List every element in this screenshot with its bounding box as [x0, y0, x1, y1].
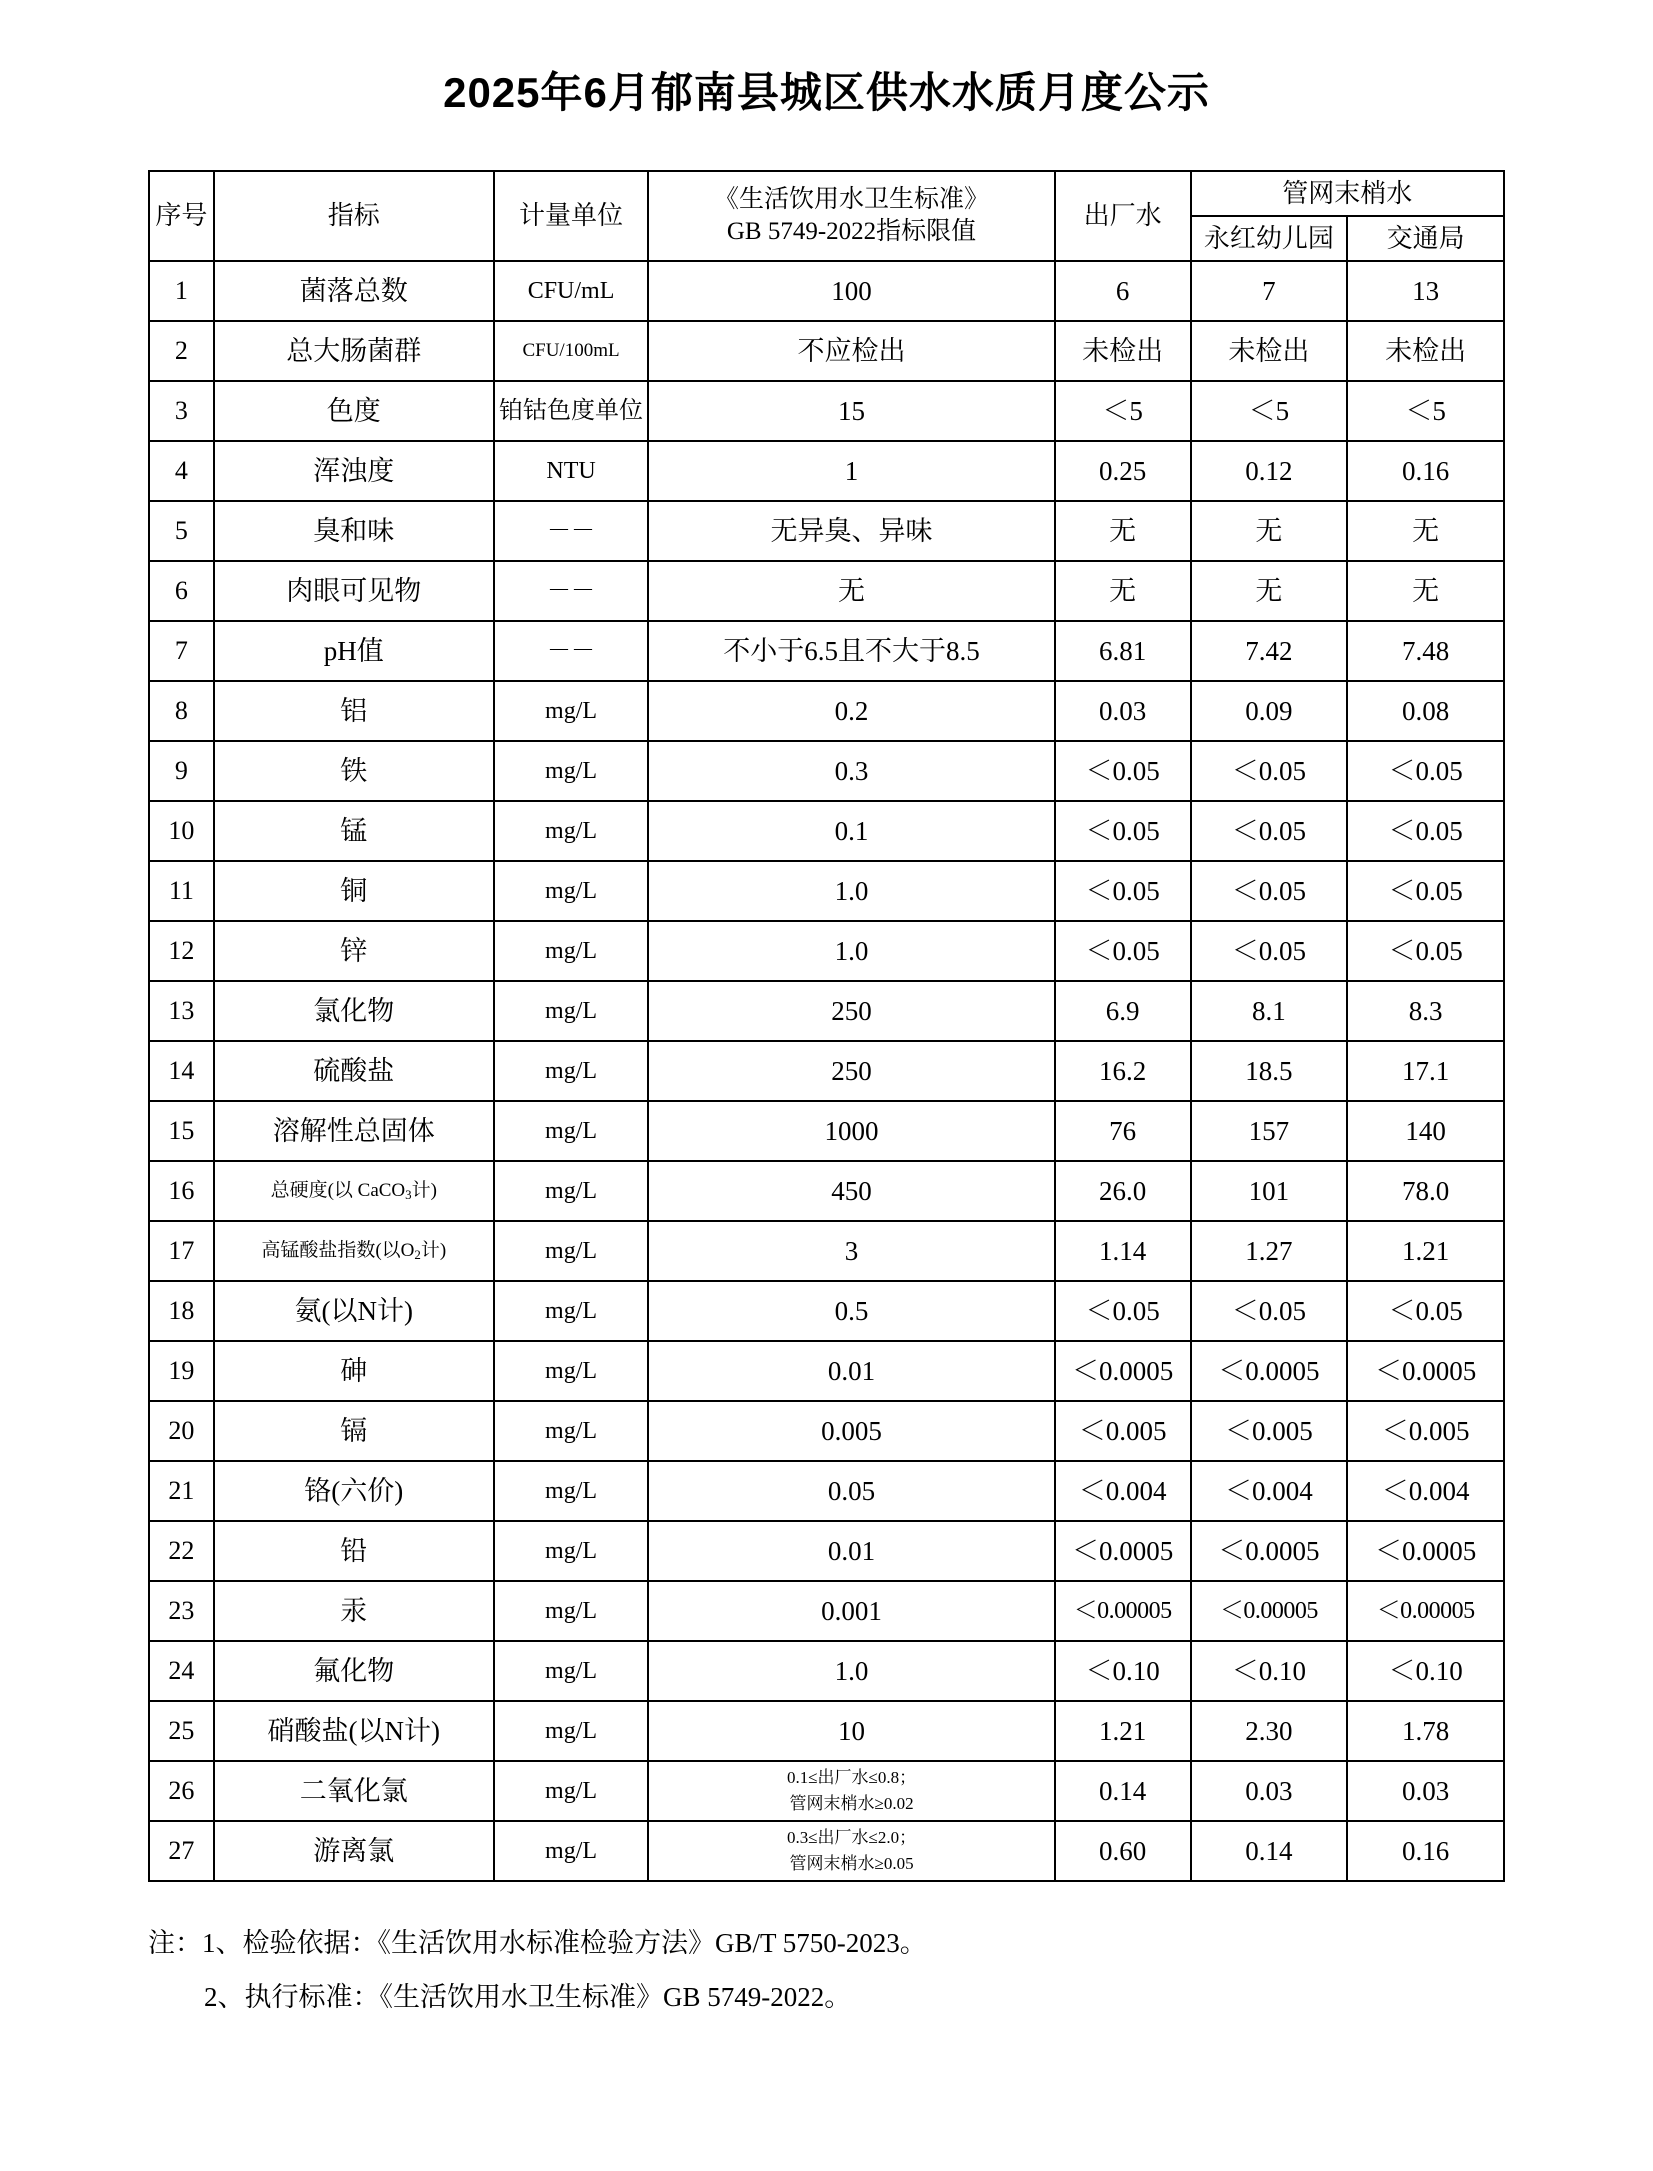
note-line-2: 2、执行标准：《生活饮用水卫生标准》GB 5749-2022。 — [204, 1982, 852, 2013]
cell-standard-limit: 1.0 — [648, 1641, 1054, 1701]
cell-network-sub1-value: 0.14 — [1191, 1821, 1348, 1881]
cell-indicator-name: 汞 — [214, 1581, 494, 1641]
cell-network-sub1-value: 157 — [1191, 1101, 1348, 1161]
cell-network-sub1-value: 未检出 — [1191, 321, 1348, 381]
cell-indicator-name: 砷 — [214, 1341, 494, 1401]
cell-network-sub2-value: ＜0.05 — [1347, 1281, 1504, 1341]
cell-network-sub1-value: 8.1 — [1191, 981, 1348, 1041]
cell-plant-water-value: ＜0.0005 — [1055, 1341, 1191, 1401]
column-header-item: 指标 — [214, 171, 494, 261]
cell-indicator-name: 铁 — [214, 741, 494, 801]
cell-network-sub2-value: 0.03 — [1347, 1761, 1504, 1821]
cell-network-sub2-value: ＜0.05 — [1347, 741, 1504, 801]
cell-unit: －－ — [494, 501, 649, 561]
cell-plant-water-value: 未检出 — [1055, 321, 1191, 381]
cell-indicator-name: 总大肠菌群 — [214, 321, 494, 381]
cell-index: 27 — [149, 1821, 214, 1881]
cell-network-sub1-value: 2.30 — [1191, 1701, 1348, 1761]
cell-indicator-name: 总硬度(以 CaCO$_3$计) — [214, 1161, 494, 1221]
cell-standard-limit: 不小于6.5且不大于8.5 — [648, 621, 1054, 681]
cell-network-sub2-value: ＜0.05 — [1347, 861, 1504, 921]
cell-network-sub1-value: 无 — [1191, 501, 1348, 561]
table-row — [149, 621, 1504, 681]
cell-network-sub2-value: ＜0.004 — [1347, 1461, 1504, 1521]
cell-unit: mg/L — [494, 861, 649, 921]
cell-standard-limit: 450 — [648, 1161, 1054, 1221]
cell-plant-water-value: 16.2 — [1055, 1041, 1191, 1101]
cell-network-sub2-value: ＜0.0005 — [1347, 1521, 1504, 1581]
cell-network-sub2-value: 0.16 — [1347, 1821, 1504, 1881]
cell-network-sub1-value: 7 — [1191, 261, 1348, 321]
cell-unit: CFU/100mL — [494, 321, 649, 381]
cell-standard-limit: 不应检出 — [648, 321, 1054, 381]
cell-network-sub1-value: ＜0.0005 — [1191, 1341, 1348, 1401]
column-header-network-water: 管网末梢水 — [1191, 171, 1504, 216]
table-row — [149, 861, 1504, 921]
table-row — [149, 1281, 1504, 1341]
cell-unit: mg/L — [494, 1341, 649, 1401]
cell-plant-water-value: 6.81 — [1055, 621, 1191, 681]
cell-standard-limit: 无 — [648, 561, 1054, 621]
table-row — [149, 1341, 1504, 1401]
water-quality-table — [148, 170, 1505, 1882]
cell-unit: mg/L — [494, 1701, 649, 1761]
cell-plant-water-value: ＜0.05 — [1055, 921, 1191, 981]
table-row — [149, 501, 1504, 561]
cell-network-sub2-value: 1.78 — [1347, 1701, 1504, 1761]
cell-network-sub1-value: 1.27 — [1191, 1221, 1348, 1281]
cell-plant-water-value: ＜0.00005 — [1055, 1581, 1191, 1641]
cell-network-sub1-value: ＜5 — [1191, 381, 1348, 441]
cell-network-sub2-value: ＜0.05 — [1347, 921, 1504, 981]
cell-standard-limit: 1.0 — [648, 921, 1054, 981]
cell-network-sub1-value: ＜0.05 — [1191, 861, 1348, 921]
cell-standard-limit: 0.005 — [648, 1401, 1054, 1461]
cell-unit: mg/L — [494, 1461, 649, 1521]
column-header-limit-line2: GB 5749-2022指标限值 — [726, 218, 977, 246]
cell-unit: mg/L — [494, 741, 649, 801]
cell-indicator-name: 溶解性总固体 — [214, 1101, 494, 1161]
table-row — [149, 1161, 1504, 1221]
cell-network-sub1-value: ＜0.05 — [1191, 801, 1348, 861]
water-quality-table-container — [0, 170, 1653, 1882]
cell-network-sub1-value: ＜0.0005 — [1191, 1521, 1348, 1581]
page-title: 2025年6月郁南县城区供水水质月度公示 — [443, 69, 1210, 116]
cell-indicator-name: pH值 — [214, 621, 494, 681]
cell-unit: mg/L — [494, 1161, 649, 1221]
cell-network-sub1-value: 0.03 — [1191, 1761, 1348, 1821]
cell-plant-water-value: ＜0.10 — [1055, 1641, 1191, 1701]
cell-index: 6 — [149, 561, 214, 621]
cell-index: 2 — [149, 321, 214, 381]
cell-standard-limit: 15 — [648, 381, 1054, 441]
cell-unit: mg/L — [494, 1281, 649, 1341]
table-row — [149, 1041, 1504, 1101]
cell-index: 25 — [149, 1701, 214, 1761]
cell-unit: mg/L — [494, 1821, 649, 1881]
cell-unit: mg/L — [494, 1221, 649, 1281]
cell-plant-water-value: ＜0.05 — [1055, 861, 1191, 921]
header-row-primary — [149, 171, 1504, 216]
cell-index: 8 — [149, 681, 214, 741]
cell-indicator-name: 锌 — [214, 921, 494, 981]
cell-plant-water-value: ＜5 — [1055, 381, 1191, 441]
cell-network-sub2-value: ＜0.10 — [1347, 1641, 1504, 1701]
cell-standard-limit: 100 — [648, 261, 1054, 321]
table-row — [149, 1401, 1504, 1461]
cell-index: 10 — [149, 801, 214, 861]
cell-unit: mg/L — [494, 1521, 649, 1581]
table-row — [149, 1461, 1504, 1521]
cell-standard-limit: 1 — [648, 441, 1054, 501]
cell-standard-limit: 1000 — [648, 1101, 1054, 1161]
cell-plant-water-value: ＜0.0005 — [1055, 1521, 1191, 1581]
cell-indicator-name: 铝 — [214, 681, 494, 741]
cell-unit: 铂钴色度单位 — [494, 381, 649, 441]
cell-network-sub2-value: 13 — [1347, 261, 1504, 321]
column-header-limit-line1: 《生活饮用水卫生标准》 — [714, 185, 990, 213]
cell-unit: CFU/mL — [494, 261, 649, 321]
cell-index: 22 — [149, 1521, 214, 1581]
cell-network-sub2-value: 140 — [1347, 1101, 1504, 1161]
table-header — [149, 171, 1504, 261]
cell-unit: －－ — [494, 621, 649, 681]
cell-network-sub2-value: 8.3 — [1347, 981, 1504, 1041]
cell-standard-limit: 0.01 — [648, 1341, 1054, 1401]
cell-network-sub1-value: 0.12 — [1191, 441, 1348, 501]
cell-indicator-name: 肉眼可见物 — [214, 561, 494, 621]
column-header-unit: 计量单位 — [494, 171, 649, 261]
cell-standard-limit: 0.2 — [648, 681, 1054, 741]
cell-network-sub2-value: 17.1 — [1347, 1041, 1504, 1101]
cell-indicator-name: 铅 — [214, 1521, 494, 1581]
cell-network-sub2-value: ＜0.05 — [1347, 801, 1504, 861]
cell-network-sub1-value: 18.5 — [1191, 1041, 1348, 1101]
cell-index: 20 — [149, 1401, 214, 1461]
cell-indicator-name: 铜 — [214, 861, 494, 921]
table-row — [149, 741, 1504, 801]
cell-plant-water-value: 6 — [1055, 261, 1191, 321]
cell-index: 9 — [149, 741, 214, 801]
cell-plant-water-value: 76 — [1055, 1101, 1191, 1161]
footer-notes — [0, 1916, 1653, 2024]
column-header-limit — [648, 171, 1054, 261]
cell-standard-limit: 0.5 — [648, 1281, 1054, 1341]
cell-network-sub2-value: ＜0.0005 — [1347, 1341, 1504, 1401]
cell-standard-limit: 无异臭、异味 — [648, 501, 1054, 561]
cell-network-sub2-value: 7.48 — [1347, 621, 1504, 681]
cell-standard-limit: 0.3≤出厂水≤2.0； 管网末梢水≥0.05 — [648, 1821, 1054, 1881]
cell-unit: mg/L — [494, 1641, 649, 1701]
cell-index: 5 — [149, 501, 214, 561]
cell-standard-limit: 0.01 — [648, 1521, 1054, 1581]
cell-index: 17 — [149, 1221, 214, 1281]
cell-unit: mg/L — [494, 1401, 649, 1461]
cell-plant-water-value: 无 — [1055, 501, 1191, 561]
cell-index: 3 — [149, 381, 214, 441]
cell-network-sub2-value: ＜0.00005 — [1347, 1581, 1504, 1641]
table-row — [149, 1101, 1504, 1161]
cell-network-sub2-value: 78.0 — [1347, 1161, 1504, 1221]
cell-plant-water-value: 1.14 — [1055, 1221, 1191, 1281]
cell-unit: mg/L — [494, 1581, 649, 1641]
cell-index: 26 — [149, 1761, 214, 1821]
cell-unit: mg/L — [494, 801, 649, 861]
cell-unit: mg/L — [494, 681, 649, 741]
cell-network-sub2-value: 1.21 — [1347, 1221, 1504, 1281]
cell-network-sub1-value: ＜0.05 — [1191, 921, 1348, 981]
cell-network-sub2-value: 0.16 — [1347, 441, 1504, 501]
cell-network-sub2-value: 无 — [1347, 501, 1504, 561]
cell-network-sub1-value: ＜0.10 — [1191, 1641, 1348, 1701]
cell-network-sub1-value: 7.42 — [1191, 621, 1348, 681]
cell-indicator-name: 镉 — [214, 1401, 494, 1461]
table-row — [149, 561, 1504, 621]
note-line-1: 注：1、检验依据：《生活饮用水标准检验方法》GB/T 5750-2023。 — [148, 1928, 927, 1959]
cell-network-sub2-value: ＜5 — [1347, 381, 1504, 441]
cell-indicator-name: 氟化物 — [214, 1641, 494, 1701]
cell-plant-water-value: ＜0.05 — [1055, 801, 1191, 861]
cell-index: 4 — [149, 441, 214, 501]
cell-unit: mg/L — [494, 1041, 649, 1101]
cell-index: 23 — [149, 1581, 214, 1641]
table-row — [149, 981, 1504, 1041]
cell-indicator-name: 锰 — [214, 801, 494, 861]
cell-indicator-name: 菌落总数 — [214, 261, 494, 321]
table-row — [149, 261, 1504, 321]
table-row — [149, 441, 1504, 501]
cell-index: 11 — [149, 861, 214, 921]
cell-indicator-name: 浑浊度 — [214, 441, 494, 501]
cell-unit: －－ — [494, 561, 649, 621]
cell-unit: mg/L — [494, 1761, 649, 1821]
cell-plant-water-value: 26.0 — [1055, 1161, 1191, 1221]
cell-standard-limit: 250 — [648, 1041, 1054, 1101]
cell-indicator-name: 色度 — [214, 381, 494, 441]
cell-index: 18 — [149, 1281, 214, 1341]
cell-index: 12 — [149, 921, 214, 981]
cell-plant-water-value: ＜0.005 — [1055, 1401, 1191, 1461]
cell-plant-water-value: 0.25 — [1055, 441, 1191, 501]
cell-unit: mg/L — [494, 921, 649, 981]
table-row — [149, 381, 1504, 441]
cell-indicator-name: 硝酸盐(以N计) — [214, 1701, 494, 1761]
cell-network-sub1-value: ＜0.00005 — [1191, 1581, 1348, 1641]
cell-indicator-name: 二氧化氯 — [214, 1761, 494, 1821]
cell-index: 16 — [149, 1161, 214, 1221]
cell-standard-limit: 3 — [648, 1221, 1054, 1281]
cell-index: 7 — [149, 621, 214, 681]
cell-plant-water-value: 6.9 — [1055, 981, 1191, 1041]
cell-index: 19 — [149, 1341, 214, 1401]
cell-index: 14 — [149, 1041, 214, 1101]
table-row — [149, 321, 1504, 381]
cell-network-sub1-value: ＜0.004 — [1191, 1461, 1348, 1521]
cell-index: 1 — [149, 261, 214, 321]
cell-indicator-name: 高锰酸盐指数(以$O_2$计) — [214, 1221, 494, 1281]
cell-indicator-name: 硫酸盐 — [214, 1041, 494, 1101]
cell-index: 13 — [149, 981, 214, 1041]
cell-index: 21 — [149, 1461, 214, 1521]
cell-standard-limit: 10 — [648, 1701, 1054, 1761]
cell-indicator-name: 游离氯 — [214, 1821, 494, 1881]
column-header-no: 序号 — [149, 171, 214, 261]
cell-network-sub2-value: 未检出 — [1347, 321, 1504, 381]
table-row — [149, 1521, 1504, 1581]
table-row — [149, 1581, 1504, 1641]
column-header-plant-water: 出厂水 — [1055, 171, 1191, 261]
table-row — [149, 1761, 1504, 1821]
cell-plant-water-value: 无 — [1055, 561, 1191, 621]
cell-indicator-name: 臭和味 — [214, 501, 494, 561]
cell-network-sub1-value: 101 — [1191, 1161, 1348, 1221]
cell-standard-limit: 0.001 — [648, 1581, 1054, 1641]
cell-network-sub1-value: ＜0.05 — [1191, 1281, 1348, 1341]
cell-standard-limit: 0.3 — [648, 741, 1054, 801]
cell-standard-limit: 0.1 — [648, 801, 1054, 861]
cell-index: 24 — [149, 1641, 214, 1701]
column-header-network-sub2: 交通局 — [1347, 216, 1504, 261]
cell-plant-water-value: 0.03 — [1055, 681, 1191, 741]
cell-indicator-name: 氯化物 — [214, 981, 494, 1041]
cell-indicator-name: 氨(以N计) — [214, 1281, 494, 1341]
cell-plant-water-value: 0.60 — [1055, 1821, 1191, 1881]
cell-network-sub1-value: ＜0.005 — [1191, 1401, 1348, 1461]
table-row — [149, 681, 1504, 741]
table-body — [149, 261, 1504, 1881]
cell-index: 15 — [149, 1101, 214, 1161]
table-row — [149, 1701, 1504, 1761]
table-row — [149, 1221, 1504, 1281]
cell-plant-water-value: 1.21 — [1055, 1701, 1191, 1761]
cell-plant-water-value: ＜0.05 — [1055, 741, 1191, 801]
table-row — [149, 921, 1504, 981]
table-row — [149, 801, 1504, 861]
cell-unit: mg/L — [494, 1101, 649, 1161]
cell-standard-limit: 0.05 — [648, 1461, 1054, 1521]
cell-plant-water-value: 0.14 — [1055, 1761, 1191, 1821]
cell-indicator-name: 铬(六价) — [214, 1461, 494, 1521]
cell-network-sub1-value: 无 — [1191, 561, 1348, 621]
cell-plant-water-value: ＜0.004 — [1055, 1461, 1191, 1521]
cell-standard-limit: 250 — [648, 981, 1054, 1041]
cell-standard-limit: 1.0 — [648, 861, 1054, 921]
cell-unit: mg/L — [494, 981, 649, 1041]
cell-network-sub2-value: 无 — [1347, 561, 1504, 621]
cell-network-sub2-value: ＜0.005 — [1347, 1401, 1504, 1461]
cell-network-sub2-value: 0.08 — [1347, 681, 1504, 741]
table-row — [149, 1641, 1504, 1701]
column-header-network-sub1: 永红幼儿园 — [1191, 216, 1348, 261]
cell-plant-water-value: ＜0.05 — [1055, 1281, 1191, 1341]
table-row — [149, 1821, 1504, 1881]
cell-network-sub1-value: 0.09 — [1191, 681, 1348, 741]
cell-network-sub1-value: ＜0.05 — [1191, 741, 1348, 801]
cell-unit: NTU — [494, 441, 649, 501]
cell-standard-limit: 0.1≤出厂水≤0.8； 管网末梢水≥0.02 — [648, 1761, 1054, 1821]
